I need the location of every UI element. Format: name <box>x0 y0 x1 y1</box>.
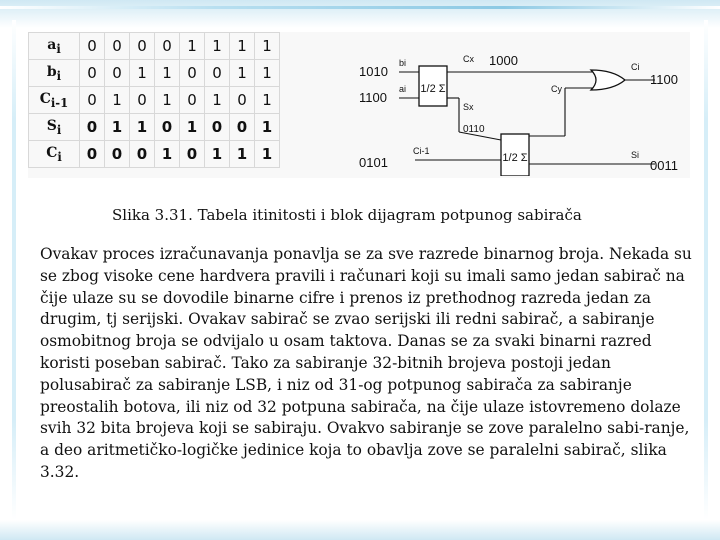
table-cell: 1 <box>230 33 255 60</box>
table-cell: 1 <box>180 114 205 141</box>
table-cell: 0 <box>180 60 205 87</box>
table-row <box>29 87 280 114</box>
carry-out-value: 1000 <box>489 53 518 68</box>
table-cell: 0 <box>80 87 105 114</box>
table-cell: 0 <box>130 33 155 60</box>
table-cell: 0 <box>105 60 130 87</box>
row-label: $C_i$ <box>29 141 80 168</box>
half-adder-symbol-2: 1/2 Σ <box>502 152 528 164</box>
table-cell: 0 <box>80 60 105 87</box>
slide-top-line <box>0 6 720 9</box>
table-cell: 1 <box>155 141 180 168</box>
table-cell: 0 <box>80 33 105 60</box>
table-cell: 0 <box>205 60 230 87</box>
table-cell: 0 <box>180 141 205 168</box>
table-cell: 0 <box>205 114 230 141</box>
label-b: bi <box>399 58 407 68</box>
table-cell: 0 <box>180 87 205 114</box>
carry-in-value: 0101 <box>359 155 388 170</box>
table-cell: 1 <box>105 87 130 114</box>
table-cell: 1 <box>205 141 230 168</box>
or-gate <box>591 70 625 90</box>
truth-table <box>28 32 280 168</box>
label-a: ai <box>399 84 407 94</box>
table-cell: 1 <box>255 114 280 141</box>
full-adder-diagram <box>355 36 690 176</box>
figure-caption: Slika 3.31. Tabela itinitosti i blok dijagram potpunog sabirača <box>112 206 582 224</box>
table-cell: 1 <box>130 60 155 87</box>
carry-final-value: 1100 <box>650 72 678 87</box>
table-row <box>29 60 280 87</box>
table-cell: 1 <box>255 87 280 114</box>
table-cell: 1 <box>230 60 255 87</box>
row-label: $a_i$ <box>29 33 80 60</box>
table-cell: 1 <box>105 114 130 141</box>
table-cell: 1 <box>255 141 280 168</box>
slide-right-rule <box>704 20 708 520</box>
label-cy: Cy <box>551 84 562 94</box>
table-cell: 0 <box>105 141 130 168</box>
slide-left-rule <box>12 20 16 520</box>
input-a-value: 1010 <box>359 64 388 79</box>
label-cx: Cx <box>463 54 474 64</box>
row-label: $S_i$ <box>29 114 80 141</box>
sum-out-value: 0011 <box>650 158 678 173</box>
table-cell: 0 <box>230 87 255 114</box>
sum-half-value: 0110 <box>463 124 485 135</box>
table-cell: 1 <box>130 114 155 141</box>
label-ci-in: Ci-1 <box>413 146 430 156</box>
table-cell: 1 <box>230 141 255 168</box>
label-si: Si <box>631 150 640 160</box>
table-cell: 0 <box>105 33 130 60</box>
table-cell: 0 <box>80 114 105 141</box>
table-row <box>29 33 280 60</box>
table-cell: 1 <box>155 87 180 114</box>
table-cell: 0 <box>130 87 155 114</box>
table-cell: 1 <box>180 33 205 60</box>
table-cell: 1 <box>155 60 180 87</box>
row-label: $b_i$ <box>29 60 80 87</box>
input-b-value: 1100 <box>359 90 387 105</box>
slide-top-band <box>0 0 720 28</box>
table-cell: 1 <box>205 33 230 60</box>
table-cell: 0 <box>130 141 155 168</box>
half-adder-symbol-1: 1/2 Σ <box>420 83 446 95</box>
table-cell: 1 <box>255 33 280 60</box>
table-row <box>29 114 280 141</box>
table-cell: 1 <box>205 87 230 114</box>
table-cell: 1 <box>255 60 280 87</box>
label-sx: Sx <box>463 102 474 112</box>
row-label: $C_{i-1}$ <box>29 87 80 114</box>
table-cell: 0 <box>230 114 255 141</box>
label-ci-out: Ci <box>631 62 640 72</box>
slide-bottom-band <box>0 520 720 540</box>
table-row <box>29 141 280 168</box>
table-cell: 0 <box>155 33 180 60</box>
table-cell: 0 <box>155 114 180 141</box>
table-cell: 0 <box>80 141 105 168</box>
body-paragraph: Ovakav proces izračunavanja ponavlja se za sve razrede binarnog broja. Nekada su se zbog visoke cene hardvera pravili i računari koji su imali samo jedan sabirač na čije ulaze su se dovodile binarne cifre i prenos iz prethodnog razreda jedan za drugim, tj serijski. Ovakav sabirač se zvao serijski ili redni sabirač, a sabiranje osmobitnog broja se odvijalo u osam taktova. Danas se za svaki binarni razred koristi poseban sabirač. Tako za sabiranje 32-bitnih brojeva postoji jedan polusabirač za sabiranje LSB, i niz od 31-og potpunog sabirača za sabiranje preostalih botova, ili niz od 32 potpuna sabirača, na čije ulaze istovremeno dolaze svih 32 bita brojeva koji se sabiraju. Ovakvo sabiranje se zove paralelno sabi-ranje, a deo aritmetičko-logičke jedinice koja to obavlja zove se paralelni sabirač, slika 3.32. <box>40 245 692 481</box>
